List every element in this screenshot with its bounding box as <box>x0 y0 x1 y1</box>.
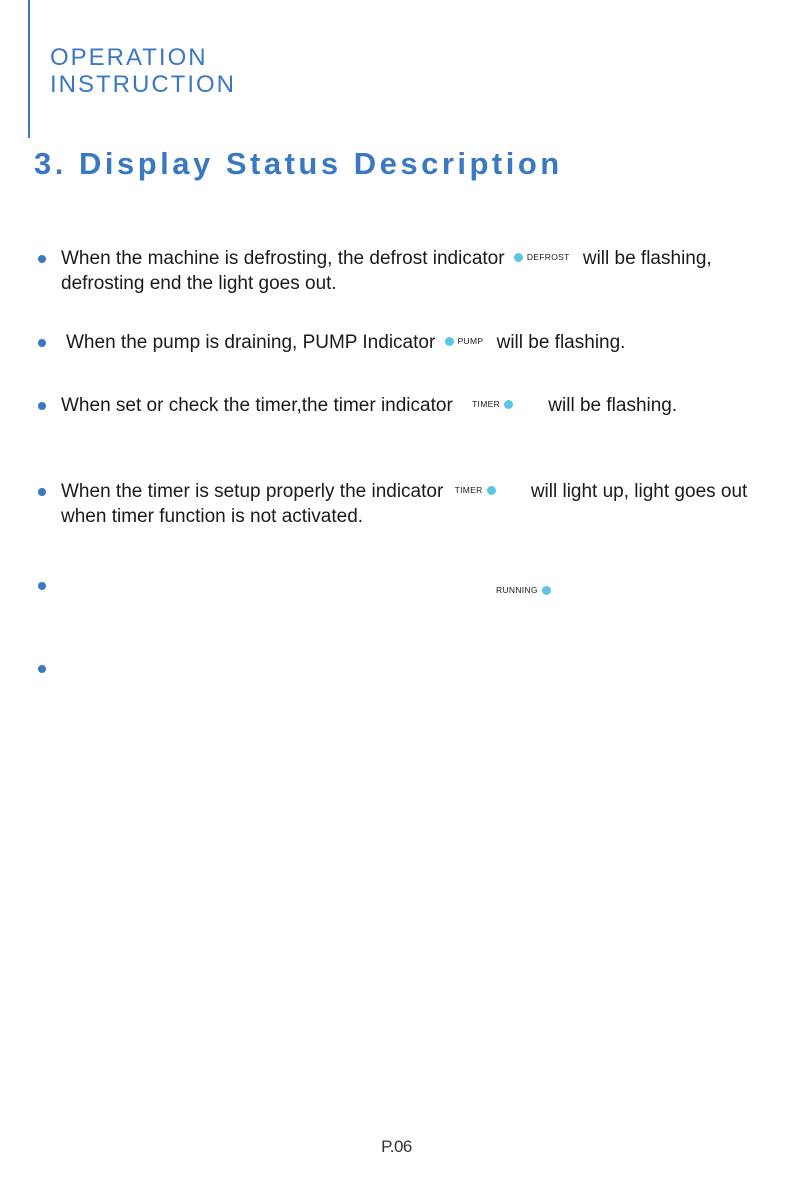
led-icon <box>445 337 454 346</box>
indicator-label: DEFROST <box>526 252 570 263</box>
timer-indicator <box>468 392 513 417</box>
bullet-icon <box>38 402 46 410</box>
pump-indicator <box>445 329 488 354</box>
list-item <box>38 479 758 529</box>
page-number: P.06 <box>381 1137 412 1156</box>
list-item <box>38 246 758 296</box>
item-text-pre: When the timer is setup properly the indicator <box>61 481 444 502</box>
item-text-pre: When the machine is defrosting, the defrost indicator <box>61 248 505 269</box>
item-text-post: will be flashing. <box>496 332 626 353</box>
running-indicator <box>492 578 551 603</box>
item-text <box>61 479 758 529</box>
section-title: 3. Display Status Description <box>34 146 563 181</box>
list-item <box>38 330 758 355</box>
timer-indicator <box>451 478 496 503</box>
item-text-pre: When set or check the timer,the timer indicator <box>61 395 453 416</box>
item-text <box>61 246 758 296</box>
indicator-label: TIMER <box>454 485 483 496</box>
indicator-label: RUNNING <box>496 585 538 595</box>
header-title <box>50 44 236 98</box>
list-item <box>38 393 758 418</box>
item-text-pre: When the pump is draining, PUMP Indicator <box>66 332 436 353</box>
bullet-icon <box>38 488 46 496</box>
bullet-icon <box>38 339 46 347</box>
bullet-icon <box>38 665 46 673</box>
led-icon <box>514 253 523 262</box>
header-rule <box>28 0 30 138</box>
header-title-line1: OPERATION <box>50 44 208 71</box>
indicator-label: PUMP <box>457 336 484 347</box>
item-text-post: will be flashing. <box>548 395 678 416</box>
defrost-indicator <box>514 245 574 270</box>
item-text-post: will light up, light goes out when timer function is not activated. <box>61 481 748 528</box>
item-text <box>61 393 758 418</box>
led-icon <box>487 486 496 495</box>
item-text <box>66 330 758 355</box>
led-icon <box>542 586 551 595</box>
led-icon <box>504 400 513 409</box>
bullet-icon <box>38 582 46 590</box>
indicator-label: TIMER <box>472 399 501 410</box>
header-title-line2: INSTRUCTION <box>50 71 236 98</box>
item-text-post: will be flashing, defrosting end the light goes out. <box>61 248 712 295</box>
bullet-icon <box>38 255 46 263</box>
